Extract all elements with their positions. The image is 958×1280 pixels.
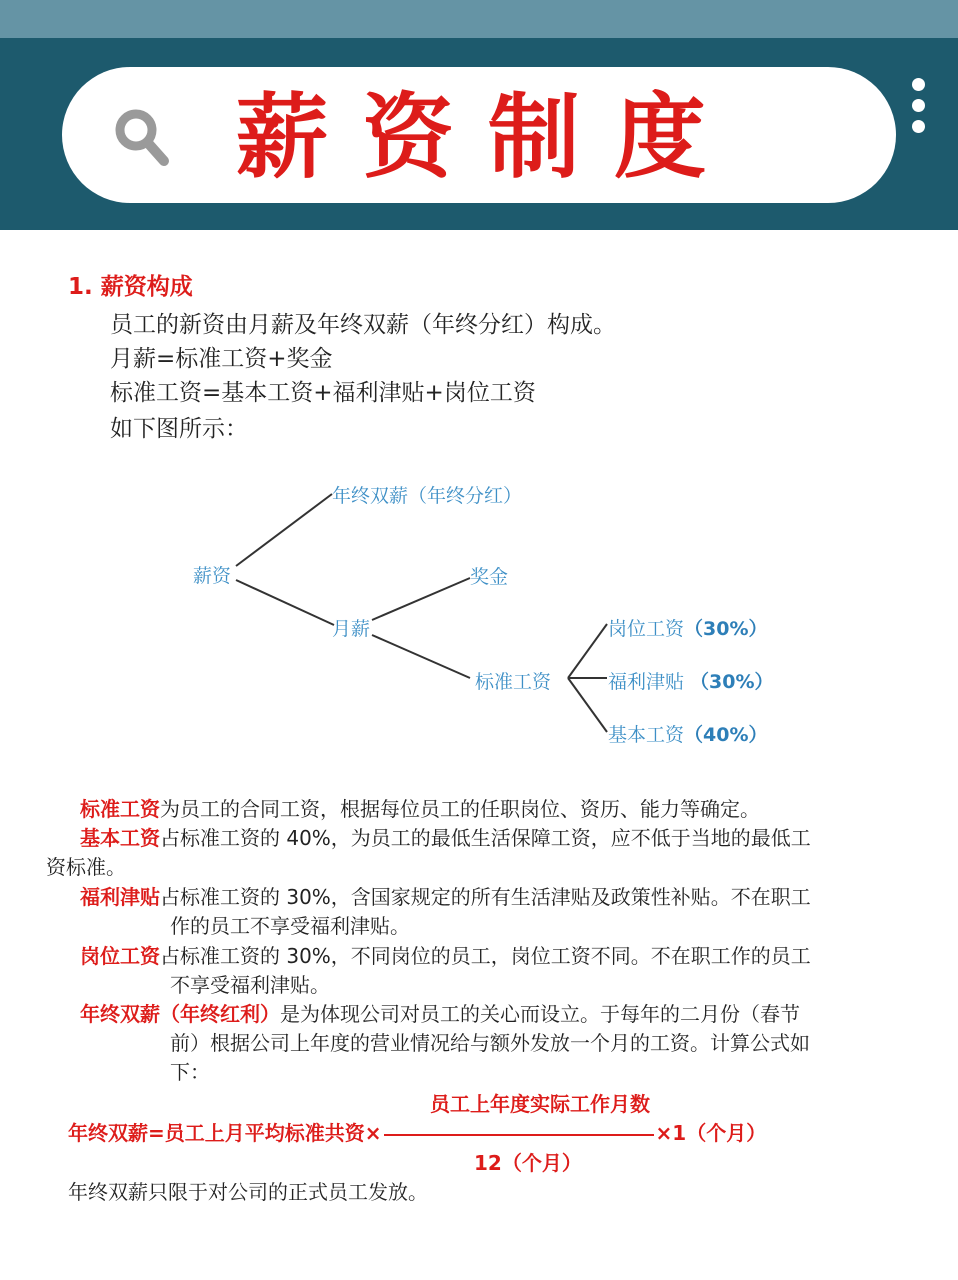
definition-welfare: 福利津贴占标准工资的 30%，含国家规定的所有生活津贴及政策性补贴。不在职工 [80, 885, 811, 909]
tree-node-year-end: 年终双薪（年终分红） [332, 485, 523, 507]
definition-basic: 基本工资占标准工资的 40%，为员工的最低生活保障工资，应不低于当地的最低工 [80, 826, 811, 850]
definition-year-end-cont: 前）根据公司上年度的营业情况给与额外发放一个月的工资。计算公式如 [170, 1031, 810, 1055]
more-vertical-icon[interactable] [912, 78, 926, 141]
section-title: 1. 薪资构成 [68, 274, 193, 300]
definition-welfare-cont: 作的员工不享受福利津贴。 [170, 914, 410, 938]
intro-line: 员工的新资由月薪及年终双薪（年终分红）构成。 [110, 312, 616, 338]
footer-note: 年终双薪只限于对公司的正式员工发放。 [68, 1180, 428, 1204]
see-diagram: 如下图所示： [110, 416, 248, 442]
tree-node-monthly: 月薪 [332, 618, 371, 640]
search-icon [112, 106, 172, 168]
tree-leaf: 福利津贴 （30%） [608, 671, 774, 693]
top-strip [0, 0, 958, 38]
tree-node-bonus: 奖金 [470, 566, 509, 588]
tree-leaf: 基本工资（40%） [608, 724, 768, 746]
definition-position-cont: 不享受福利津贴。 [170, 973, 330, 997]
formula-numerator: 员工上年度实际工作月数 [430, 1092, 650, 1116]
formula-denominator: 12（个月） [474, 1151, 582, 1175]
definition-year-end: 年终双薪（年终红利）是为体现公司对员工的关心而设立。于每年的二月份（春节 [80, 1002, 800, 1026]
fraction-line [384, 1134, 654, 1136]
definition-basic-cont: 资标准。 [46, 855, 126, 879]
tree-node-standard: 标准工资 [475, 671, 552, 693]
formula-monthly: 月薪=标准工资+奖金 [110, 346, 333, 372]
definition-year-end-cont2: 下： [170, 1060, 210, 1084]
definition-standard: 标准工资为员工的合同工资，根据每位员工的任职岗位、资历、能力等确定。 [80, 797, 760, 821]
formula-standard: 标准工资=基本工资+福利津贴+岗位工资 [110, 380, 536, 406]
formula-main: 年终双薪=员工上月平均标准共资× ×1（个月） [68, 1121, 767, 1145]
definition-position: 岗位工资占标准工资的 30%，不同岗位的员工，岗位工资不同。不在职工作的员工 [80, 944, 811, 968]
tree-leaf: 岗位工资（30%） [608, 618, 768, 640]
page-title: 薪资制度 [236, 84, 741, 191]
tree-node-root: 薪资 [193, 565, 232, 587]
